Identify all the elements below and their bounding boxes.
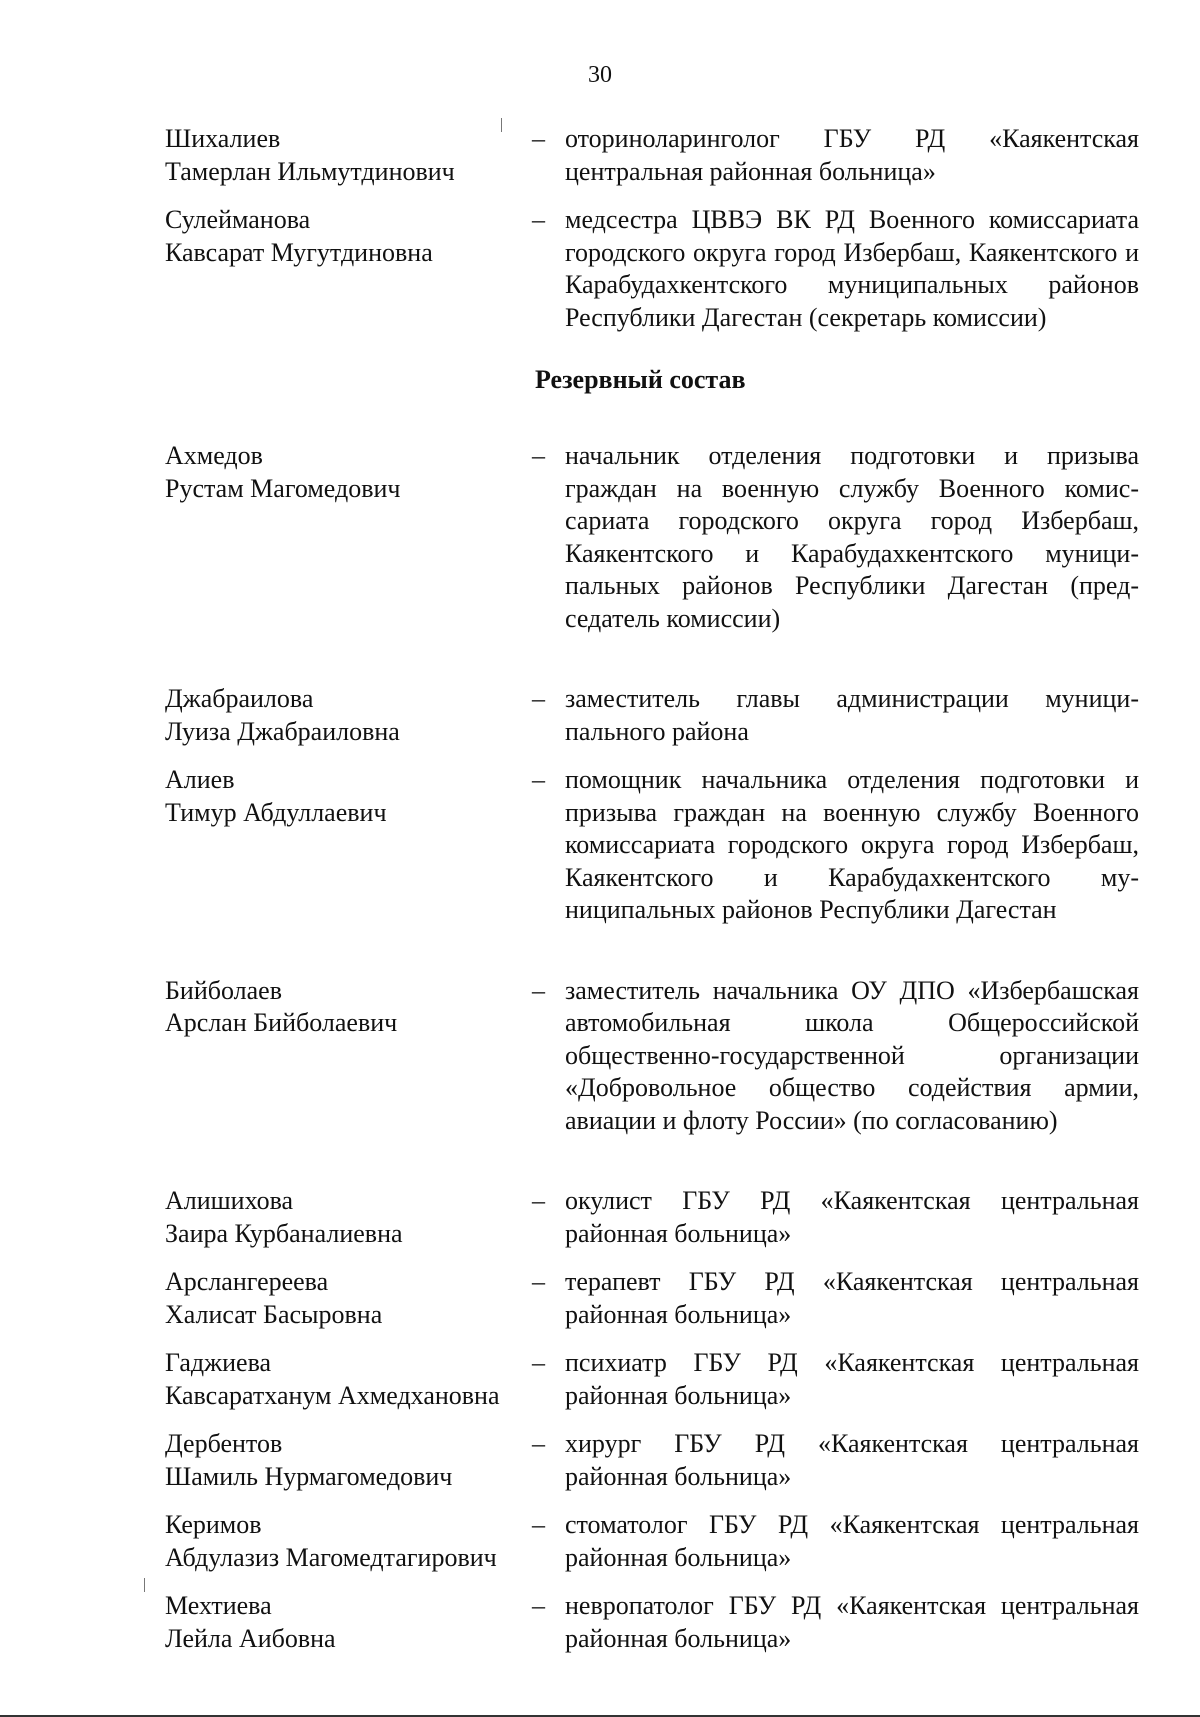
member-given-names: Лейла Аибовна [165, 1623, 336, 1653]
dash-separator: – [532, 684, 545, 713]
member-role: помощник начальника отделения подготовки и призыва граждан на военную службу Военного комиссариата городского округа город Избербаш, Каякентского и Карабудахкентского муниципальных районов Республики Дагестан [565, 765, 1139, 924]
member-role: хирург ГБУ РД «Каякентская центральная районная больница» [565, 1429, 1139, 1491]
member-role: заместитель главы администрации муниципального района [565, 684, 1139, 746]
member-role: терапевт ГБУ РД «Каякентская центральная районная больница» [565, 1267, 1139, 1329]
member-name [165, 975, 532, 1040]
member-given-names: Тамерлан Ильмутдинович [165, 156, 455, 186]
member-entry [165, 1347, 1140, 1412]
dash-separator: – [532, 441, 545, 470]
member-entry [165, 683, 1140, 748]
member-given-names: Шамиль Нурмагомедович [165, 1461, 453, 1491]
member-name [165, 764, 532, 829]
member-given-names: Халисат Басыровна [165, 1299, 383, 1329]
member-name [165, 1590, 532, 1655]
member-given-names: Заира Курбаналиевна [165, 1218, 403, 1248]
member-entry [165, 440, 1140, 635]
member-entry [165, 1428, 1140, 1493]
dash-separator: – [532, 205, 545, 234]
commission-list [165, 123, 1140, 1671]
member-given-names: Абдулазиз Магомедтагирович [165, 1542, 497, 1572]
member-role: заместитель начальника ОУ ДПО «Избербашская автомобильная школа Общероссийской общественно-государственной организации «Добровольное общество содействия армии, авиации и флоту России» (по согласованию) [565, 975, 1139, 1135]
member-entry [165, 1185, 1140, 1250]
member-surname: Дербентов [165, 1429, 283, 1458]
member-surname: Бийболаев [165, 975, 282, 1005]
dash-separator: – [532, 1429, 545, 1458]
member-given-names: Кавсаратханум Ахмедхановна [165, 1380, 500, 1410]
section-heading: Резервный состав [535, 365, 746, 394]
member-surname: Шихалиев [165, 124, 281, 153]
member-entry [165, 1590, 1140, 1655]
member-entry [165, 123, 1140, 188]
member-name [165, 1428, 532, 1493]
page-number: 30 [588, 62, 612, 88]
member-role: начальник отделения подготовки и призыва граждан на военную службу Военного комиссариата городского округа город Избербаш, Каякентского и Карабудахкентского муниципальных районов Республики Дагестан (председатель комиссии) [565, 441, 1139, 633]
member-surname: Керимов [165, 1510, 262, 1539]
member-role: невропатолог ГБУ РД «Каякентская центральная районная больница» [565, 1591, 1139, 1653]
member-role: оториноларинголог ГБУ РД «Каякентская центральная районная больница» [565, 124, 1139, 186]
member-given-names: Рустам Магомедович [165, 473, 401, 503]
dash-separator: – [532, 765, 545, 794]
dash-separator: – [532, 1591, 545, 1620]
member-role: стоматолог ГБУ РД «Каякентская центральная районная больница» [565, 1510, 1139, 1572]
member-role: окулист ГБУ РД «Каякентская центральная районная больница» [565, 1186, 1139, 1248]
member-name [165, 204, 532, 269]
scan-speck [501, 118, 502, 132]
member-given-names: Луиза Джабраиловна [165, 716, 400, 746]
member-surname: Гаджиева [165, 1348, 272, 1377]
scan-speck [144, 1578, 145, 1592]
member-name [165, 1347, 532, 1412]
dash-separator: – [532, 124, 545, 153]
member-surname: Сулейманова [165, 205, 311, 234]
member-name [165, 1509, 532, 1574]
member-entry [165, 204, 1140, 334]
dash-separator: – [532, 1186, 545, 1215]
member-surname: Алиев [165, 765, 235, 794]
member-role: медсестра ЦВВЭ ВК РД Военного комиссариата городского округа город Избербаш, Каякентского и Карабудахкентского муниципальных районов Республики Дагестан (секретарь комиссии) [565, 205, 1139, 332]
member-entry [165, 1509, 1140, 1574]
member-given-names: Арслан Бийболаевич [165, 1008, 398, 1037]
member-name [165, 123, 532, 188]
member-role: психиатр ГБУ РД «Каякентская центральная районная больница» [565, 1348, 1139, 1410]
member-surname: Мехтиева [165, 1591, 272, 1620]
member-surname: Джабраилова [165, 684, 314, 713]
member-surname: Ахмедов [165, 441, 263, 470]
dash-separator: – [532, 1348, 545, 1377]
member-entry [165, 975, 1140, 1138]
member-entry [165, 1266, 1140, 1331]
dash-separator: – [532, 975, 545, 1005]
member-given-names: Кавсарат Мугутдиновна [165, 237, 433, 267]
member-name [165, 683, 532, 748]
member-surname: Алишихова [165, 1186, 294, 1215]
member-surname: Арслангереева [165, 1267, 329, 1296]
member-name [165, 1266, 532, 1331]
member-name [165, 1185, 532, 1250]
member-given-names: Тимур Абдуллаевич [165, 797, 387, 827]
dash-separator: – [532, 1510, 545, 1539]
dash-separator: – [532, 1267, 545, 1296]
member-name [165, 440, 532, 505]
member-entry [165, 764, 1140, 927]
